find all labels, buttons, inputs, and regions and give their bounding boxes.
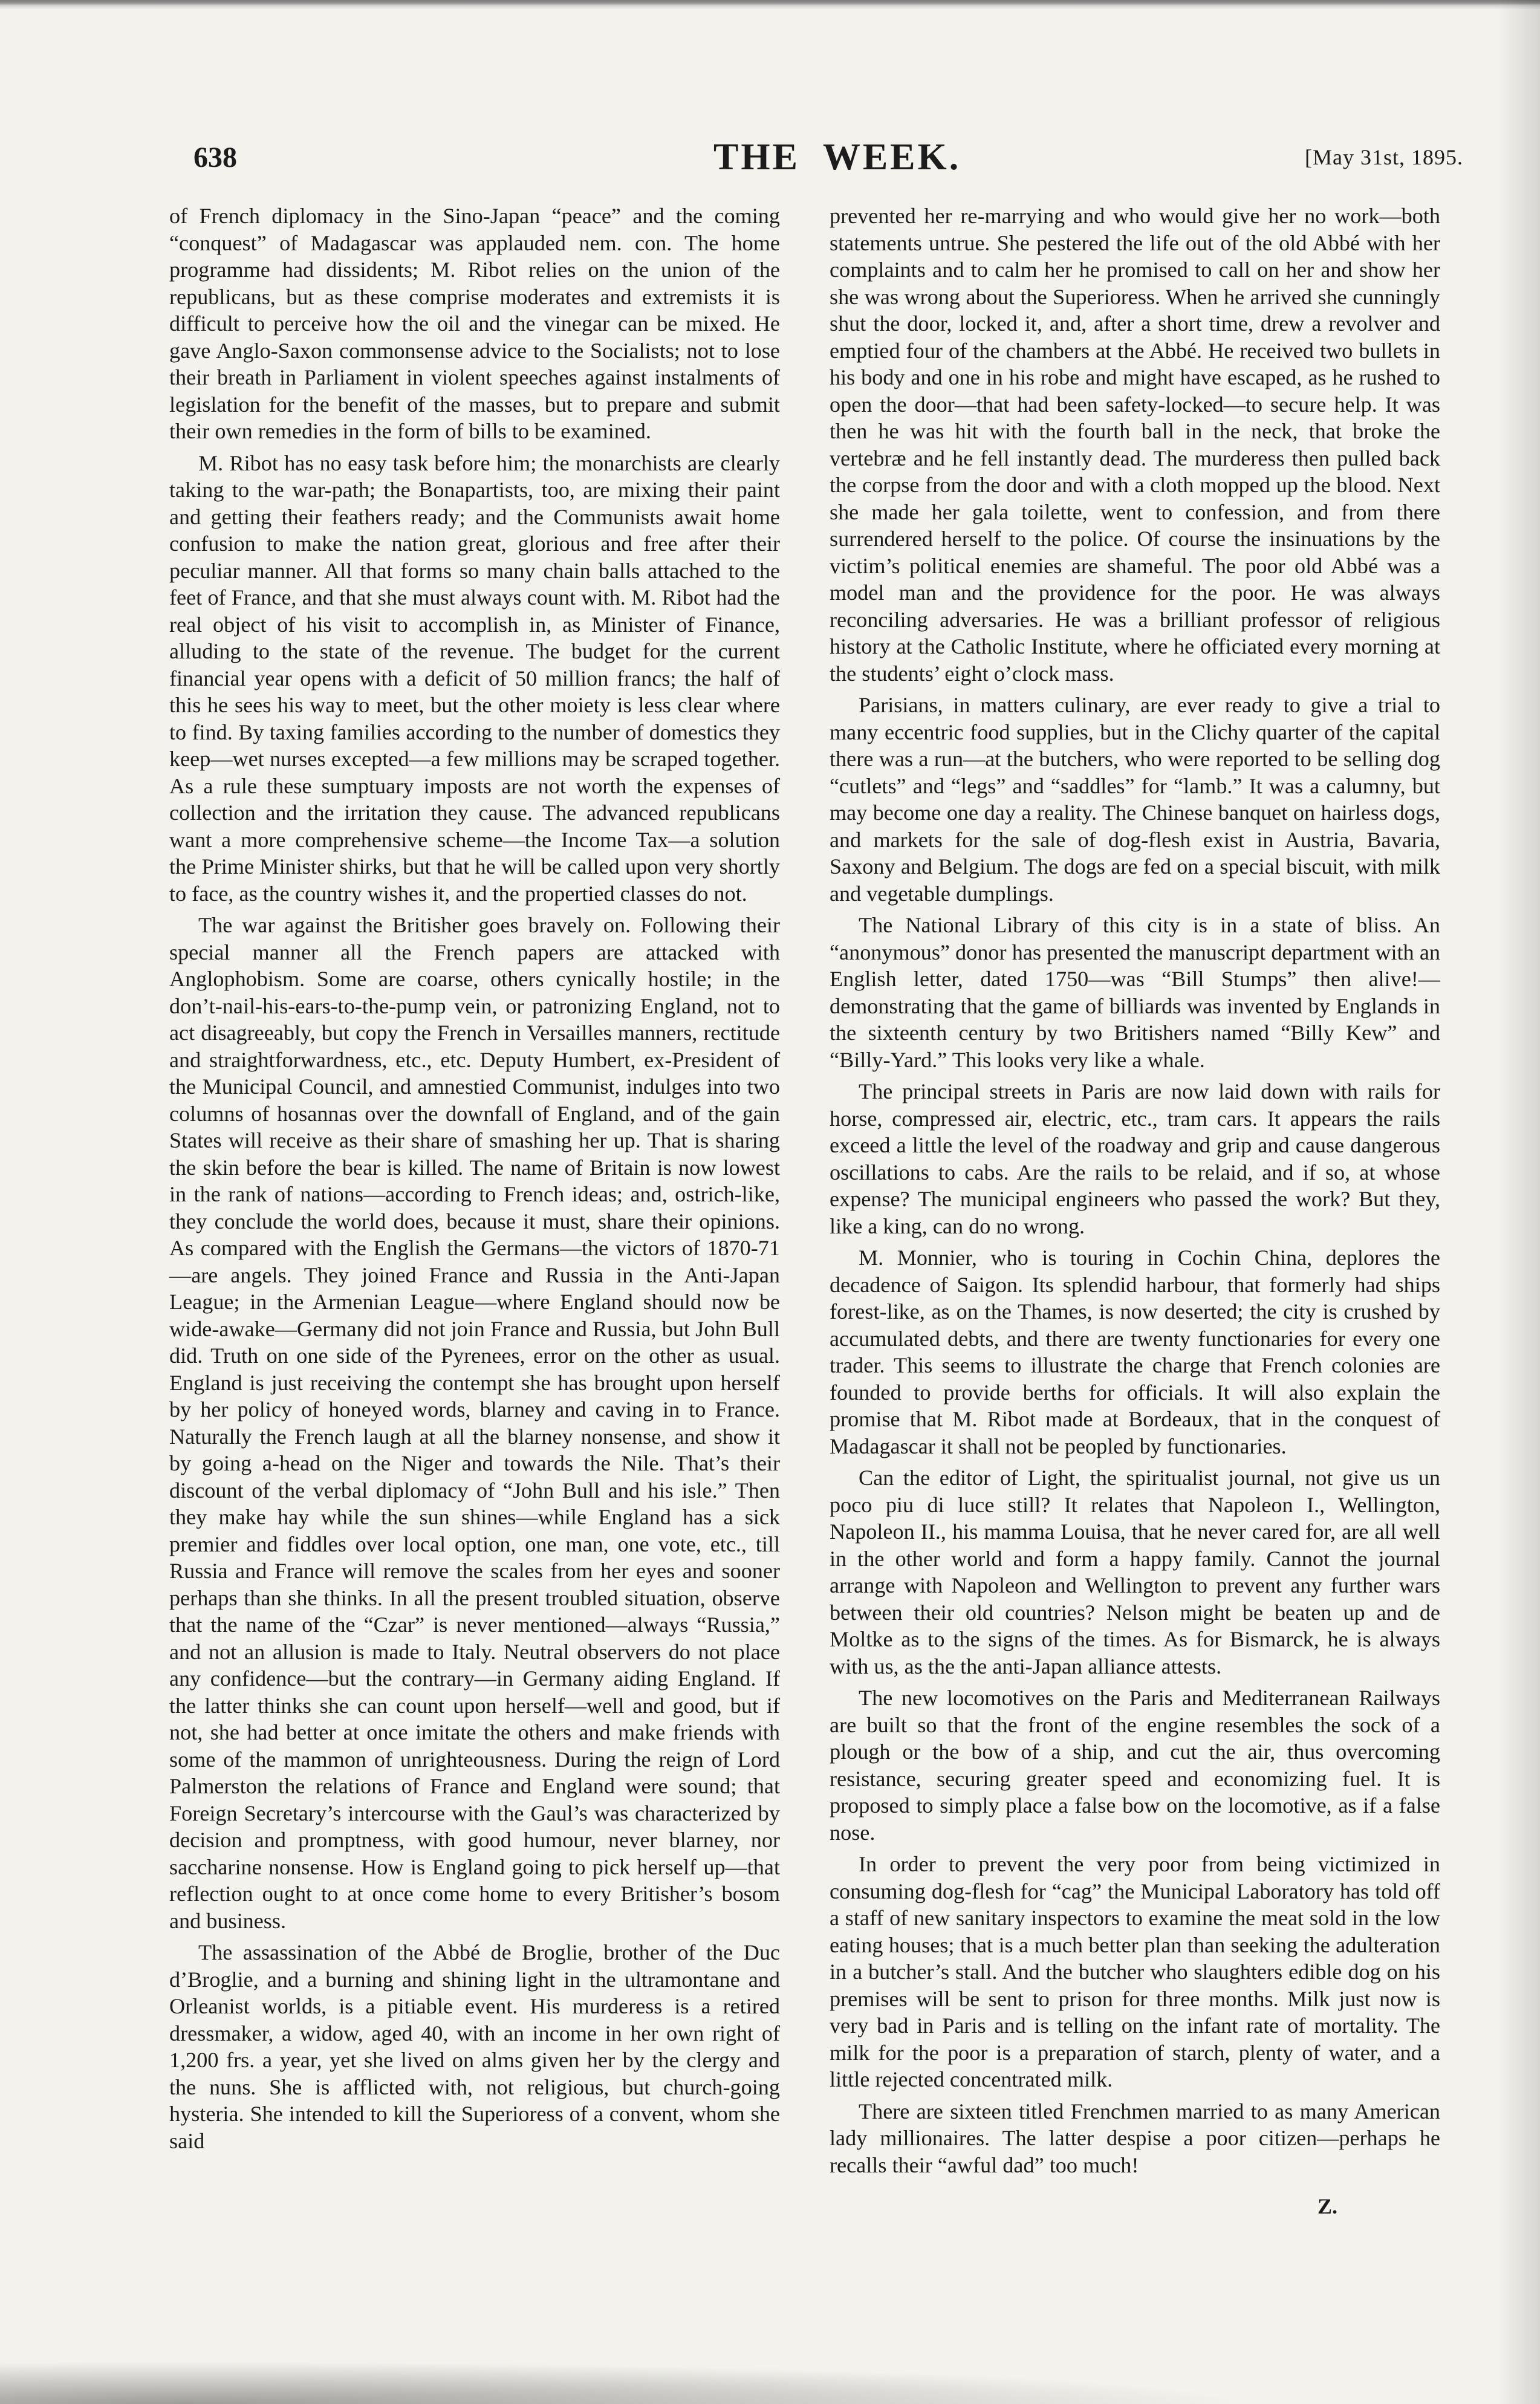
right-paragraph-7: The new locomotives on the Paris and Mediterranean Railways are built so that the front of the engine resembles the sock of a plough or the bow of a ship, and cut the air, thus overcoming resistance, securing greater speed and economizing fuel. It is proposed to simply place a false bow on the locomotive, as if a false nose. bbox=[830, 1686, 1440, 1845]
left-paragraph-4: The assassination of the Abbé de Broglie, brother of the Duc d’Broglie, and a burning and shining light in the ultramontane and Orleanist worlds, is a pitiable event. His murderess is a retired dressmaker, a widow, aged 40, with an income in her own right of 1,200 frs. a year, yet she lived on alms given her by the clergy and the nuns. She is afflicted with, not religious, but church-going hysteria. She intended to kill the Superioress of a convent, whom she said bbox=[169, 1940, 780, 2153]
right-paragraph-3: The National Library of this city is in a state of bliss. An “anonymous” donor has presented the manuscript department with an English letter, dated 1750—was “Bill Stumps” then alive!—demonstrating that the game of billiards was invented by Englands in the sixteenth century by two Britishers named “Billy Kew” and “Billy-Yard.” This looks very like a whale. bbox=[830, 913, 1440, 1072]
top-edge-rule bbox=[0, 0, 1540, 13]
right-paragraph-6: Can the editor of Light, the spiritualist journal, not give us un poco piu di luce still? It relates that Napoleon I., Wellington, Napoleon II., his mamma Louisa, that he never cared for, are all well in the other world and form a happy family. Cannot the journal arrange with Napoleon and Wellington to prevent any further wars between their old countries? Nelson might be beaten up and de Moltke as to the signs of the times. As for Bismarck, he is always with us, as the the anti-Japan alliance attests. bbox=[830, 1466, 1440, 1678]
scan-edge-bottom bbox=[0, 2350, 1540, 2404]
page-number: 638 bbox=[193, 141, 237, 174]
left-paragraph-2: M. Ribot has no easy task before him; the monarchists are clearly taking to the war-path; the Bonapartists, too, are mixing their paint and getting their feathers ready; and the Communists await home confusion to make the nation great, glorious and free after their peculiar manner. All that forms so many chain balls attached to the feet of France, and that she must always count with. M. Ribot had the real object of his visit to accomplish in, as Minister of Finance, alluding to the state of the revenue. The budget for the current financial year opens with a deficit of 50 million francs; the half of this he sees his way to meet, but the other moiety is less clear where to find. By taxing families according to the number of domestics they keep—wet nurses excepted—a few millions may be scraped together. As a rule these sumptuary imposts are not worth the expenses of collection and the irritation they cause. The advanced republicans want a more comprehensive scheme—the Income Tax—a solution the Prime Minister shirks, but that he will be called upon very shortly to face, as the country wishes it, and the propertied classes do not. bbox=[169, 450, 780, 906]
right-paragraph-9: There are sixteen titled Frenchmen married to as many American lady millionaires. The latter despise a poor citizen—perhaps he recalls their “awful dad” too much! bbox=[830, 2099, 1440, 2177]
masthead-title: THE WEEK. bbox=[713, 137, 961, 178]
right-paragraph-4: The principal streets in Paris are now laid down with rails for horse, compressed air, electric, etc., tram cars. It appears the rails exceed a little the level of the roadway and grip and cause dangerous oscillations to cabs. Are the rails to be relaid, and if so, at whose expense? The municipal engineers who passed the work? But they, like a king, can do no wrong. bbox=[830, 1079, 1440, 1238]
author-signature: Z. bbox=[1317, 2194, 1337, 2218]
left-paragraph-3: The war against the Britisher goes bravely on. Following their special manner all the French papers are attacked with Anglophobism. Some are coarse, others cynically hostile; in the don’t-nail-his-ears-to-the-pump vein, or patronizing England, not to act disagreeably, but copy the French in Versailles manners, rectitude and straightforwardness, etc., etc. Deputy Humbert, ex-President of the Municipal Council, and amnestied Communist, indulges into two columns of hosannas over the downfall of England, and of the gain States will receive as their share of smashing her up. That is sharing the skin before the bear is killed. The name of Britain is now lowest in the rank of nations—according to French ideas; and, ostrich-like, they conclude the world does, because it must, share their opinions. As compared with the English the Germans—the victors of 1870-71—are angels. They joined France and Russia in the Anti-Japan League; in the Armenian League—where England should now be wide-awake—Germany did not join France and Russia, but John Bull did. Truth on one side of the Pyrenees, error on the other as usual. England is just receiving the contempt she has brought upon herself by her policy of honeyed words, blarney and caving in to France. Naturally the French laugh at all the blarney nonsense, and show it by going a-head on the Niger and towards the Nile. That’s their discount of the verbal diplomacy of “John Bull and his isle.” Then they make hay while the sun shines—while England has a sick premier and fiddles over local option, one man, one vote, etc., till Russia and France will remove the scales from her eyes and sooner perhaps than she thinks. In all the present troubled situation, observe that the name of the “Czar” is never mentioned—always “Russia,” and not an allusion is made to Italy. Neutral observers do not place any confidence—but the contrary—in Germany aiding England. If the latter thinks she can count upon herself—well and good, but if not, she had better at once imitate the others and make friends with some of the mammon of unrighteousness. During the reign of Lord Palmerston the relations of France and England were sound; that Foreign Secretary’s intercourse with the Gaul’s was characterized by decision and promptness, with good humour, never blarney, nor saccharine nonsense. How is England going to pick herself up—that reflection ought to at once come home to every Britisher’s bosom and business. bbox=[169, 913, 780, 1933]
right-paragraph-8: In order to prevent the very poor from being victimized in consuming dog-flesh for “cag” the Municipal Laboratory has told off a staff of new sanitary inspectors to examine the meat sold in the low eating houses; that is a much better plan than seeking the adulteration in a butcher’s stall. And the butcher who slaughters edible dog on his premises will be sent to prison for three months. Milk just now is very bad in Paris and is telling on the infant rate of mortality. The milk for the poor is a preparation of starch, plenty of water, and a little rejected concentrated milk. bbox=[830, 1852, 1440, 2091]
right-paragraph-1: prevented her re-marrying and who would give her no work—both statements untrue. She pestered the life out of the old Abbé with her complaints and to calm her he promised to call on her and show her she was wrong about the Superioress. When he arrived she cunningly shut the door, locked it, and, after a short time, drew a revolver and emptied four of the chambers at the Abbé. He received two bullets in his body and one in his robe and might have escaped, as he rushed to open the door—that had been safety-locked—to secure help. It was then he was hit with the fourth ball in the neck, that broke the vertebræ and he fell instantly dead. The murderess then pulled back the corpse from the door and with a cloth mopped up the blood. Next she made her gala toilette, went to confession, and from there surrendered herself to the police. Of course the insinuations by the victim’s political enemies are shameful. The poor old Abbé was a model man and the providence for the poor. He was always reconciling adversaries. He was a brilliant professor of religious history at the Catholic Institute, where he officiated every morning at the students’ eight o’clock mass. bbox=[830, 204, 1440, 686]
issue-date: [May 31st, 1895. bbox=[1305, 145, 1463, 169]
scan-edge-right bbox=[1498, 0, 1540, 2404]
right-paragraph-2: Parisians, in matters culinary, are ever ready to give a trial to many eccentric food supplies, but in the Clichy quarter of the capital there was a run—at the butchers, who were reported to be selling dog “cutlets” and “legs” and “saddles” for “lamb.” It was a calumny, but may become one day a reality. The Chinese banquet on hairless dogs, and markets for the sale of dog-flesh exist in Austria, Bavaria, Saxony and Belgium. The dogs are fed on a special biscuit, with milk and vegetable dumplings. bbox=[830, 693, 1440, 906]
left-column bbox=[169, 203, 780, 2159]
page-header bbox=[193, 136, 1463, 184]
right-column bbox=[830, 203, 1440, 2220]
right-paragraph-5: M. Monnier, who is touring in Cochin China, deplores the decadence of Saigon. Its splendid harbour, that formerly had ships forest-like, as on the Thames, is now deserted; the city is crushed by accumulated debts, and there are twenty functionaries for every one trader. This seems to illustrate the charge that French colonies are founded to provide berths for officials. It will also explain the promise that M. Ribot made at Bordeaux, that in the conquest of Madagascar it shall not be peopled by functionaries. bbox=[830, 1246, 1440, 1458]
left-paragraph-1: of French diplomacy in the Sino-Japan “peace” and the coming “conquest” of Madagascar was applauded nem. con. The home programme had dissidents; M. Ribot relies on the union of the republicans, but as these comprise moderates and extremists it is difficult to perceive how the oil and the vinegar can be mixed. He gave Anglo-Saxon commonsense advice to the Socialists; not to lose their breath in Parliament in violent speeches against instalments of legislation for the benefit of the masses, but to prepare and submit their own remedies in the form of bills to be examined. bbox=[169, 204, 780, 443]
